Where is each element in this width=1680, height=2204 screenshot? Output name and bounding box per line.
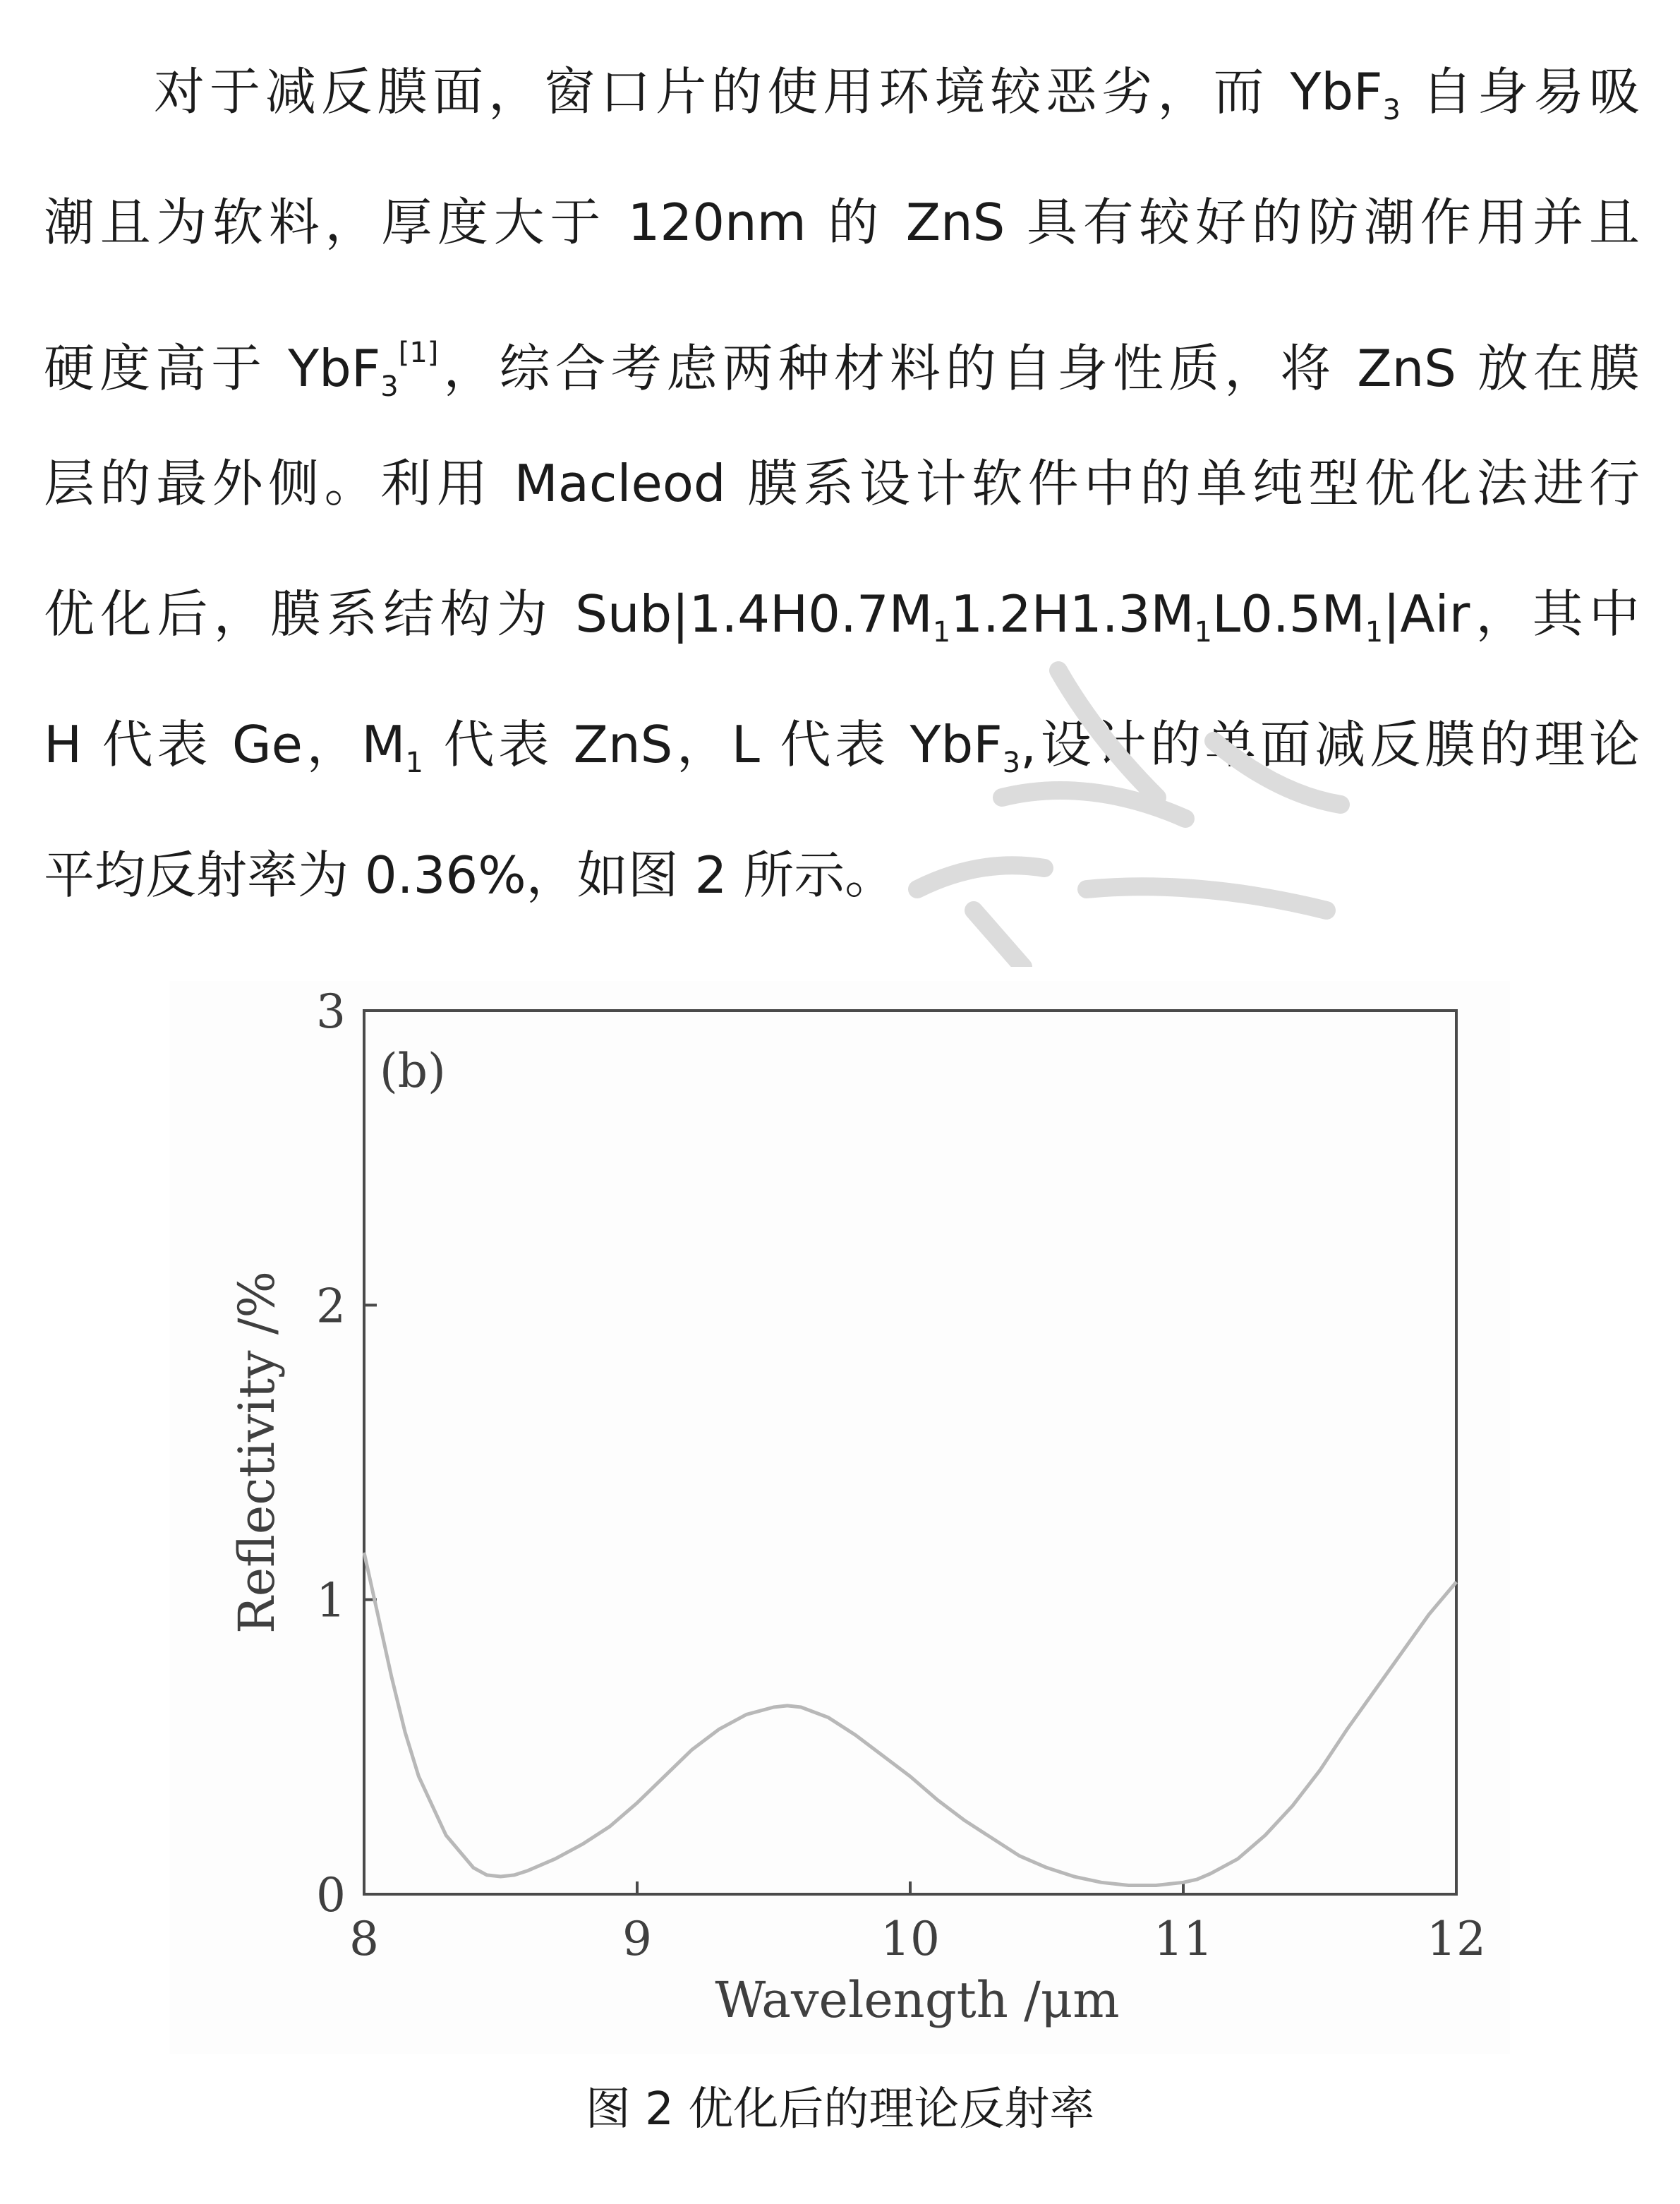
y-tick-label: 3 bbox=[316, 984, 346, 1039]
x-axis-title: Wavelength /μm bbox=[715, 1971, 1120, 2029]
text-run: 硬度高于 YbF bbox=[44, 339, 381, 398]
subscript: 1 bbox=[1365, 616, 1384, 649]
subscript: 1 bbox=[405, 747, 423, 779]
text-run: 代表 ZnS，L 代表 YbF bbox=[423, 715, 1003, 774]
figure-caption: 图 2 优化后的理论反射率 bbox=[585, 2083, 1095, 2136]
plot-frame bbox=[364, 1011, 1456, 1894]
text-run: H 代表 Ge，M bbox=[44, 715, 406, 774]
x-tick-label: 8 bbox=[349, 1912, 379, 1966]
text-run: 对于减反膜面，窗口片的使用环境较恶劣，而 YbF bbox=[154, 62, 1383, 121]
panel-label: (b) bbox=[380, 1044, 446, 1098]
y-tick-label: 2 bbox=[316, 1279, 346, 1334]
subscript: 3 bbox=[380, 371, 399, 403]
text-run: 层的最外侧。利用 Macleod 膜系设计软件中的单纯型优化法进行 bbox=[44, 454, 1640, 513]
text-run: 优化后，膜系结构为 Sub|1.4H0.7M bbox=[44, 584, 933, 644]
citation-superscript: [1] bbox=[398, 337, 439, 369]
subscript: 3 bbox=[1002, 747, 1021, 779]
text-run: ，综合考虑两种材料的自身性质，将 ZnS 放在膜 bbox=[438, 339, 1640, 398]
reflectivity-series-line bbox=[364, 1553, 1456, 1886]
text-run: 平均反射率为 0.36%，如图 2 所示。 bbox=[44, 845, 896, 905]
subscript: 1 bbox=[932, 616, 951, 649]
x-tick-label: 11 bbox=[1154, 1912, 1213, 1966]
text-run: L0.5M bbox=[1211, 584, 1365, 644]
text-run: 自身易吸 bbox=[1401, 62, 1640, 121]
text-run: |Air，其中 bbox=[1383, 584, 1640, 644]
x-tick-label: 10 bbox=[881, 1912, 940, 1966]
subscript: 1 bbox=[1194, 616, 1212, 649]
y-tick-label: 0 bbox=[316, 1868, 346, 1922]
text-run: ,设计的单面减反膜的理论 bbox=[1020, 715, 1640, 774]
text-run: 1.2H1.3M bbox=[950, 584, 1195, 644]
y-tick-label: 1 bbox=[316, 1573, 346, 1628]
x-tick-label: 12 bbox=[1427, 1912, 1486, 1966]
subscript: 3 bbox=[1382, 94, 1401, 126]
x-tick-label: 9 bbox=[622, 1912, 652, 1966]
y-axis-title: Reflectivity /% bbox=[228, 1271, 286, 1634]
text-run: 潮且为软料，厚度大于 120nm 的 ZnS 具有较好的防潮作用并且 bbox=[44, 193, 1640, 252]
